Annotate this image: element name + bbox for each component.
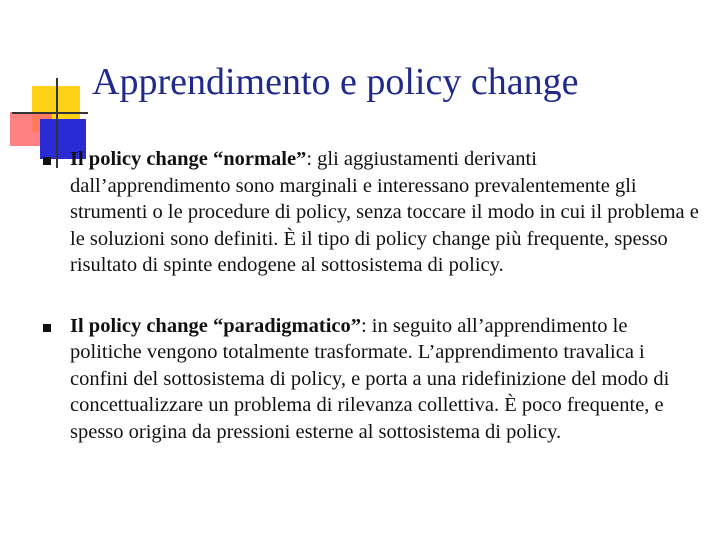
bullet-text: : in seguito all’apprendimento le politiche vengono totalmente trasformate. L’apprendimento travalica i confini del sottosistema di policy, e porta a una ridefinizione del modo di concettualizzare un problema di rilevanza collettiva. È poco frequente, e spesso origina da pressioni esterne al sottosistema di policy.: [70, 314, 670, 443]
bullet-lead-bold: Il policy change “paradigmatico”: [70, 314, 361, 337]
slide-title: Apprendimento e policy change: [92, 61, 579, 103]
bullet-item-paradigmatic-change: [40, 313, 700, 446]
square-bullet-icon: [43, 324, 51, 332]
bullet-list: [40, 146, 700, 445]
bullet-item-normal-change: [40, 146, 700, 279]
square-bullet-icon: [43, 157, 51, 165]
decorative-horizontal-line: [12, 112, 88, 114]
bullet-lead-bold: Il policy change “normale”: [70, 148, 307, 170]
bullet-text: : gli aggiustamenti derivanti dall’apprendimento sono marginali e interessano prevalentemente gli strumenti o le procedure di policy, senza toccare il modo in cui il problema e le soluzioni sono definiti. È il tipo di policy change più frequente, spesso risultato di spinte endogene al sottosistema di policy.: [70, 148, 699, 276]
